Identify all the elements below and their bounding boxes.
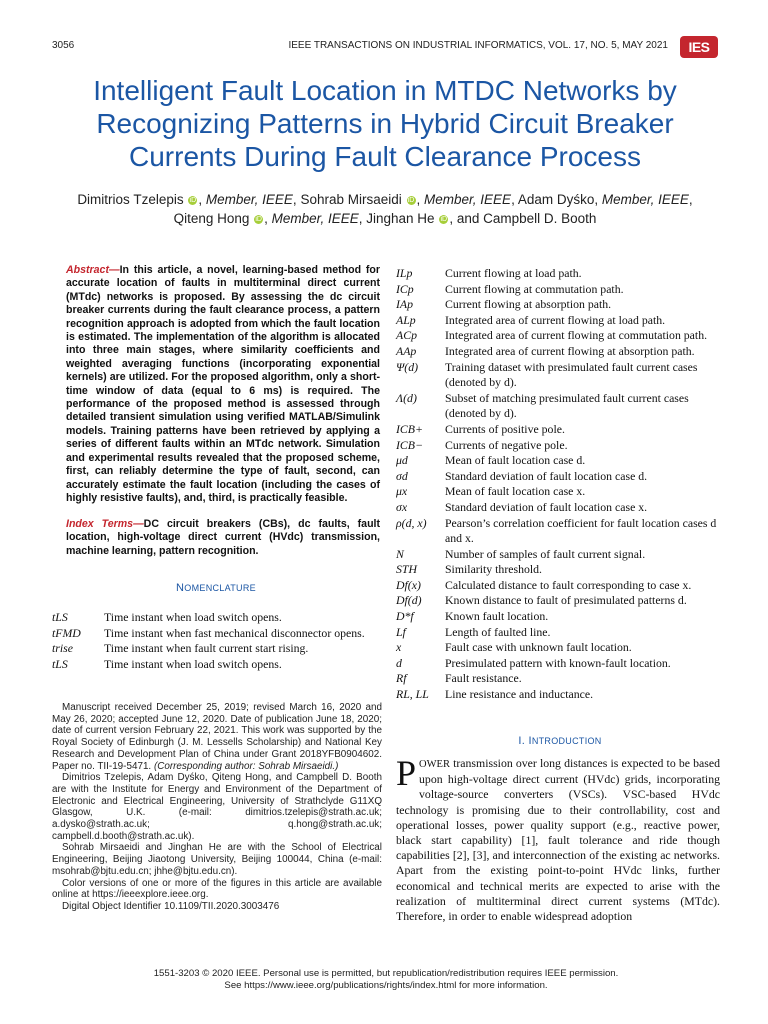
nomenclature-row — [396, 625, 724, 641]
nomenclature-symbol: x — [396, 640, 402, 655]
nomenclature-row — [396, 484, 724, 500]
orcid-icon[interactable]: iD — [440, 216, 448, 223]
nomenclature-description: Mean of fault location case d. — [445, 453, 586, 468]
nomenclature-row — [396, 562, 724, 578]
footnote-color: Color versions of one or more of the figures in this article are available online at https://ieeexplore.ieee.org. — [52, 877, 382, 901]
nomenclature-description: Pearson’s correlation coefficient for fault location cases d and x. — [445, 515, 717, 546]
nomenclature-row — [396, 328, 724, 344]
nomenclature-row — [396, 438, 724, 454]
drop-cap: P — [396, 753, 417, 793]
nomenclature-row — [396, 266, 724, 282]
orcid-icon[interactable]: iD — [407, 197, 415, 204]
nomenclature-row — [396, 593, 724, 609]
nomenclature-description: Currents of positive pole. — [445, 421, 565, 436]
author-list: Dimitrios Tzelepis iD , Member, IEEE, Sohrab Mirsaeidi iD , Member, IEEE, Adam Dyśko, Member, IEEE, Qiteng Hong iD , Member, IEEE, Jinghan He iD , and Campbell D. Booth — [77, 192, 693, 226]
nomenclature-description: Number of samples of fault current signal. — [445, 546, 646, 561]
nomenclature-symbol: ICB− — [396, 437, 423, 452]
copyright-line: 1551-3203 © 2020 IEEE. Personal use is permitted, but republication/redistribution requires IEEE permission. — [153, 968, 619, 979]
author-name: Jinghan He — [366, 211, 435, 226]
nomenclature-symbol: ALp — [396, 312, 416, 327]
index-terms — [66, 518, 380, 558]
nomenclature-symbol: ACp — [396, 328, 417, 343]
nomenclature-symbol: Df(x) — [396, 577, 421, 592]
nomenclature-row — [396, 469, 724, 485]
nomenclature-description: Fault case with unknown fault location. — [445, 640, 632, 655]
intro-body: transmission over long distances is expected to be based upon high-voltage direct current (HVdc) grids, incorporating voltage-source converters (VSCs). VSC-based HVdc technology is promising due to their controllability, cost and operational losses, power quality support (e.g., reactive power, black start capability) [1], fault tolerance and ride though capabilities [2], [3], and interconnection of the existing ac networks. Apart from the existing point-to-point HVdc links, further economical and technical merits are expected to arise with the realization of multiterminal direct current systems (MTdc). Therefore, in order to enable widespread adoption — [396, 756, 720, 924]
nomenclature-description: Subset of matching presimulated fault current cases (denoted by d). — [445, 390, 689, 421]
nomenclature-row — [396, 578, 724, 594]
nomenclature-row — [396, 344, 724, 360]
nomenclature-description: Length of faulted line. — [445, 624, 551, 639]
nomenclature-symbol: Rf — [396, 671, 407, 686]
lead-caps: OWER — [419, 759, 450, 770]
nomenclature-symbol: ICB+ — [396, 421, 423, 436]
nomenclature-description: Integrated area of current flowing at load path. — [445, 312, 666, 327]
abstract — [66, 264, 380, 505]
footnote-manuscript: Manuscript received December 25, 2019; revised March 16, 2020 and May 26, 2020; accepted June 12, 2020. Date of publication June 18, 2020; date of current version February 22, 2021. This work was supported by the Royal Society of Edinburgh (J. M. Lessells Scholarship) and National Key Research and Development Plan of China under Grant 2018YFB0904602. Paper no. TII-19-5471. (Corresponding author: Sohrab Mirsaeidi.) — [52, 702, 382, 772]
introduction-heading: I. INTRODUCTION — [518, 735, 602, 747]
nomenclature-description: Current flowing at commutation path. — [445, 281, 624, 296]
nomenclature-description: Integrated area of current flowing at commutation path. — [445, 328, 708, 343]
introduction-text — [396, 753, 720, 924]
nomenclature-symbol: D*f — [396, 609, 414, 624]
nomenclature-description: Known distance to fault of presimulated patterns d. — [445, 593, 687, 608]
membership: Member, IEEE — [271, 211, 359, 226]
nomenclature-symbol: ILp — [396, 266, 413, 280]
copyright-notice — [52, 968, 720, 991]
page-number: 3056 — [52, 40, 75, 51]
nomenclature-description: Standard deviation of fault location case d. — [445, 468, 648, 483]
nomenclature-row — [396, 391, 724, 422]
nomenclature-symbol: AAp — [396, 343, 417, 358]
nomenclature-row — [52, 641, 386, 657]
membership: Member, IEEE — [205, 192, 293, 207]
nomenclature-row — [396, 547, 724, 563]
paper-title — [40, 74, 730, 173]
copyright-line: See https://www.ieee.org/publications/rights/index.html for more information. — [224, 979, 548, 991]
nomenclature-row — [396, 422, 724, 438]
nomenclature-description: Currents of negative pole. — [445, 437, 568, 452]
membership: Member, IEEE — [601, 192, 689, 207]
nomenclature-symbol: d — [396, 655, 402, 670]
footnote-affiliation: Sohrab Mirsaeidi and Jinghan He are with the School of Electrical Engineering, Beijing Jiaotong University, Beijing 100044, China (e-mail: msohrab@bjtu.edu.cn; jhhe@bjtu.edu.cn). — [52, 842, 382, 877]
footnote-affiliation: Dimitrios Tzelepis, Adam Dyśko, Qiteng Hong, and Campbell D. Booth are with the Institute for Energy and Environment of the Department of Electronic and Electrical Engineering, University of Strathclyde G11XQ Glasgow, U.K. (e-mail: dimitrios.tzelepis@strath.ac.uk; a.dysko@strath.ac.uk; q.hong@strath.ac.uk; campbell.d.booth@strath.ac.uk). — [52, 772, 382, 842]
nomenclature-row — [396, 360, 724, 391]
title-line: Recognizing Patterns in Hybrid Circuit Breaker — [96, 108, 674, 139]
nomenclature-description: Time instant when load switch opens. — [104, 610, 282, 624]
nomenclature-list-right — [396, 266, 724, 703]
index-terms-label: Index Terms— — [66, 518, 144, 530]
abstract-text: In this article, a novel, learning-based method for accurate location of faults in multiterminal direct current (MTdc) networks is proposed. By assessing the dc circuit breaker currents during the fault clearance process, a pattern recognition approach is adopted from which the fault location is estimated. The implementation of the algorithm is allocated into three main stages, where similarity coefficients and weighted averaging functions (incorporating exponential kernels) are utilized. For the proposed algorithm, only a short-time window of data (equal to 6 ms) is required. The performance of the proposed method is assessed through detailed transient simulation using verified MATLAB/Simulink models. Training patterns have been retrieved by applying a series of different faults within an MTdc network. Simulation and experimental results revealed that the proposed scheme, first, can reliably determine the type of fault, second, can accurately estimate the fault location (including the cases of highly resistive faults), and, third, is practically feasible. — [66, 264, 380, 504]
author-name: Sohrab Mirsaeidi — [300, 192, 402, 207]
index-terms-text: DC circuit breakers (CBs), dc faults, fault location, high-voltage direct current (HVdc) transmission, machine learning, pattern recognition. — [66, 518, 381, 557]
footnote-doi: Digital Object Identifier 10.1109/TII.2020.3003476 — [62, 900, 280, 912]
nomenclature-row — [396, 282, 724, 298]
nomenclature-symbol: Λ(d) — [396, 390, 417, 405]
nomenclature-row — [396, 640, 724, 656]
title-line: Intelligent Fault Location in MTDC Networks by — [93, 75, 677, 106]
ies-logo: IES — [680, 36, 718, 58]
nomenclature-row — [396, 313, 724, 329]
nomenclature-symbol: σx — [396, 499, 408, 514]
nomenclature-row — [396, 687, 724, 703]
nomenclature-list-left — [52, 610, 386, 672]
nomenclature-description: Standard deviation of fault location case x. — [445, 499, 648, 514]
nomenclature-symbol: N — [396, 546, 404, 561]
nomenclature-description: Fault resistance. — [445, 671, 522, 686]
nomenclature-symbol: Df(d) — [396, 593, 422, 608]
nomenclature-description: Integrated area of current flowing at absorption path. — [445, 343, 695, 358]
nomenclature-description: Similarity threshold. — [445, 562, 542, 577]
author-name: Adam Dyśko — [517, 192, 595, 207]
nomenclature-row — [396, 500, 724, 516]
nomenclature-row — [396, 656, 724, 672]
nomenclature-symbol: tLS — [52, 610, 68, 624]
nomenclature-row — [52, 610, 386, 626]
nomenclature-symbol: ρ(d, x) — [396, 515, 427, 530]
nomenclature-row — [396, 609, 724, 625]
journal-running-head: IEEE TRANSACTIONS ON INDUSTRIAL INFORMATICS, VOL. 17, NO. 5, MAY 2021 — [288, 40, 668, 51]
nomenclature-row — [396, 516, 724, 547]
nomenclature-symbol: tFMD — [52, 625, 81, 640]
nomenclature-description: Presimulated pattern with known-fault location. — [445, 655, 671, 670]
nomenclature-symbol: Lf — [396, 624, 406, 639]
nomenclature-symbol: tLS — [52, 656, 68, 671]
title-line: Currents During Fault Clearance Process — [129, 141, 641, 172]
nomenclature-symbol: σd — [396, 468, 408, 483]
nomenclature-description: Mean of fault location case x. — [445, 484, 586, 499]
author-name: Qiteng Hong — [173, 211, 250, 226]
nomenclature-row — [52, 626, 386, 642]
nomenclature-row — [396, 671, 724, 687]
nomenclature-description: Training dataset with presimulated fault current cases (denoted by d). — [445, 359, 698, 390]
nomenclature-symbol: Ψ(d) — [396, 359, 419, 374]
nomenclature-symbol: ICp — [396, 281, 414, 296]
footnotes — [52, 702, 382, 913]
nomenclature-description: Time instant when load switch opens. — [104, 656, 282, 671]
orcid-icon[interactable]: iD — [255, 216, 262, 223]
membership: Member, IEEE — [424, 192, 512, 207]
author-name: and Campbell D. Booth — [456, 211, 597, 226]
nomenclature-description: Line resistance and inductance. — [445, 687, 594, 702]
nomenclature-description: Current flowing at absorption path. — [445, 297, 612, 312]
nomenclature-description: Current flowing at load path. — [445, 266, 582, 280]
nomenclature-symbol: μx — [396, 484, 408, 499]
nomenclature-row — [52, 657, 386, 673]
nomenclature-symbol: trise — [52, 641, 73, 656]
nomenclature-symbol: IAp — [396, 297, 414, 312]
nomenclature-symbol: RL, LL — [396, 687, 429, 702]
nomenclature-description: Time instant when fault current start rising. — [104, 641, 309, 656]
author-name: Dimitrios Tzelepis — [77, 192, 184, 207]
abstract-label: Abstract— — [66, 264, 120, 276]
nomenclature-heading: NOMENCLATURE — [176, 582, 256, 594]
nomenclature-row — [396, 453, 724, 469]
nomenclature-description: Calculated distance to fault corresponding to case x. — [445, 577, 692, 592]
orcid-icon[interactable]: iD — [189, 197, 197, 204]
nomenclature-row — [396, 297, 724, 313]
nomenclature-symbol: STH — [396, 562, 417, 577]
nomenclature-description: Known fault location. — [445, 609, 549, 624]
nomenclature-description: Time instant when fast mechanical disconnector opens. — [104, 625, 365, 640]
nomenclature-symbol: μd — [396, 453, 408, 468]
